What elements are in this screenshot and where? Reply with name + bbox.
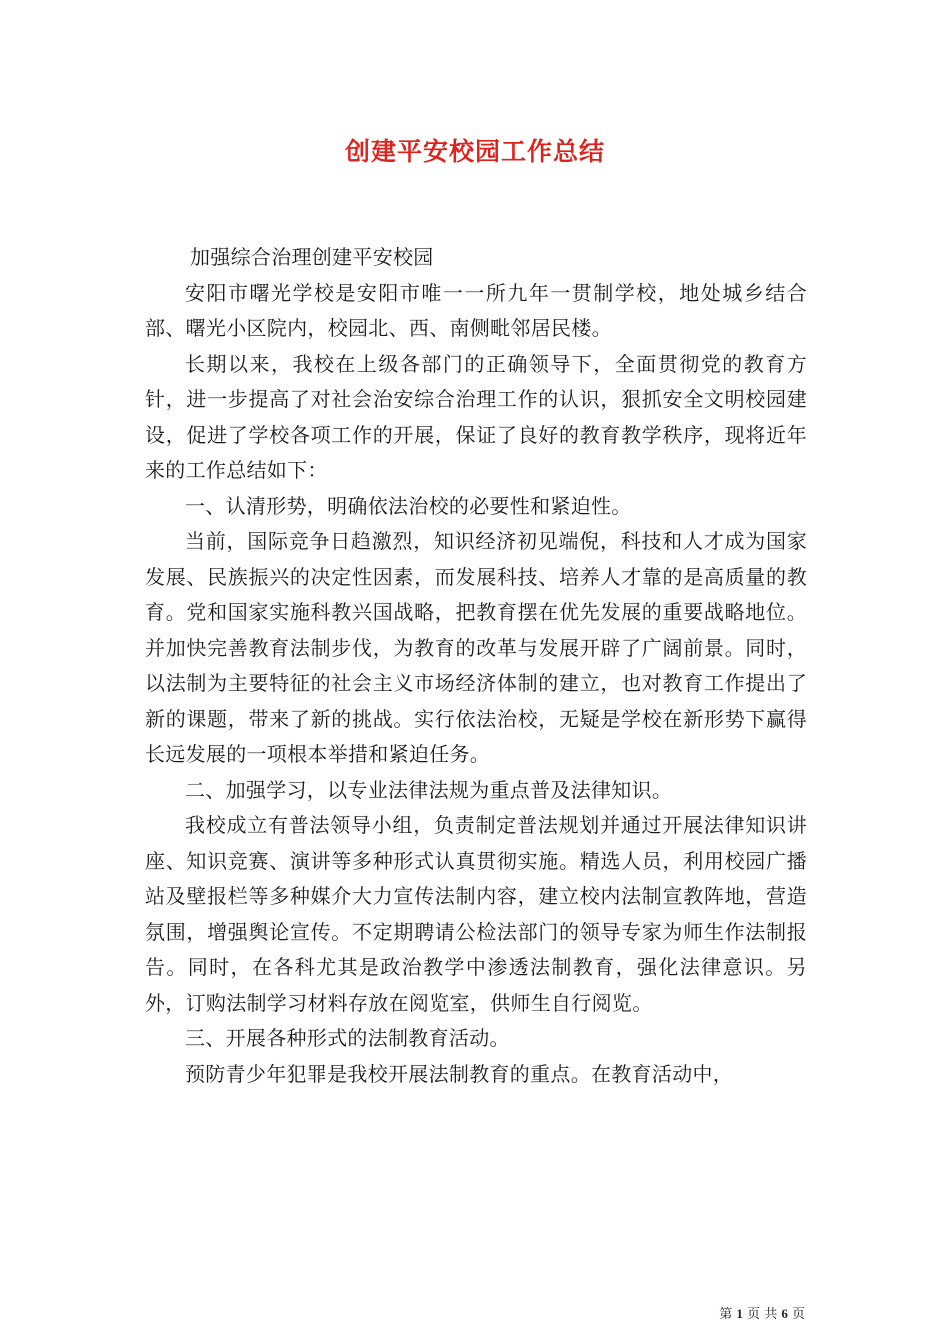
section-heading-1: 一、认清形势，明确依法治校的必要性和紧迫性。 (185, 493, 632, 518)
paragraph-subtitle: 加强综合治理创建平安校园 (190, 245, 434, 269)
paragraph-section-2: 我校成立有普法领导小组，负责制定普法规划并通过开展法律知识讲座、知识竞赛、演讲等多种形式认真贯彻实施。精选人员，利用校园广播站及壁报栏等多种媒介大力宣传法制内容，建立校内法制宣教阵地，营造氛围，增强舆论宣传。不定期聘请公检法部门的领导专家为师生作法制报告。同时，在各科尤其是政治教学中渗透法制教育，强化法律意识。另外，订购法制学习材料存放在阅览室，供师生自行阅览。 (145, 813, 807, 1015)
page-number-footer (0, 1303, 805, 1322)
footer-prefix: 第 (719, 1307, 733, 1322)
footer-suffix: 页 (791, 1307, 805, 1322)
section-heading-3: 三、开展各种形式的法制教育活动。 (185, 1026, 510, 1050)
section-heading-2: 二、加强学习，以专业法律法规为重点普及法律知识。 (185, 777, 673, 802)
paragraph-section-3: 预防青少年犯罪是我校开展法制教育的重点。在教育活动中， (185, 1061, 734, 1086)
document-title: 创建平安校园工作总结 (344, 137, 605, 166)
paragraph-school-intro: 安阳市曙光学校是安阳市唯一一所九年一贯制学校，地处城乡结合部、曙光小区院内，校园北、西、南侧毗邻居民楼。 (145, 280, 807, 340)
document-body (145, 240, 807, 1092)
footer-middle: 页 共 (747, 1307, 778, 1322)
total-page-number: 6 (781, 1306, 788, 1321)
current-page-number: 1 (736, 1306, 743, 1321)
paragraph-section-1: 当前，国际竞争日趋激烈，知识经济初见端倪，科技和人才成为国家发展、民族振兴的决定性因素，而发展科技、培养人才靠的是高质量的教育。党和国家实施科教兴国战略，把教育摆在优先发展的重要战略地位。并加快完善教育法制步伐，为教育的改革与发展开辟了广阔前景。同时，以法制为主要特征的社会主义市场经济体制的建立，也对教育工作提出了新的课题，带来了新的挑战。实行依法治校，无疑是学校在新形势下赢得长远发展的一项根本举措和紧迫任务。 (145, 529, 807, 766)
paragraph-overview: 长期以来，我校在上级各部门的正确领导下，全面贯彻党的教育方针，进一步提高了对社会治安综合治理工作的认识，狠抓安全文明校园建设，促进了学校各项工作的开展，保证了良好的教育教学秩序，现将近年来的工作总结如下： (145, 351, 807, 482)
